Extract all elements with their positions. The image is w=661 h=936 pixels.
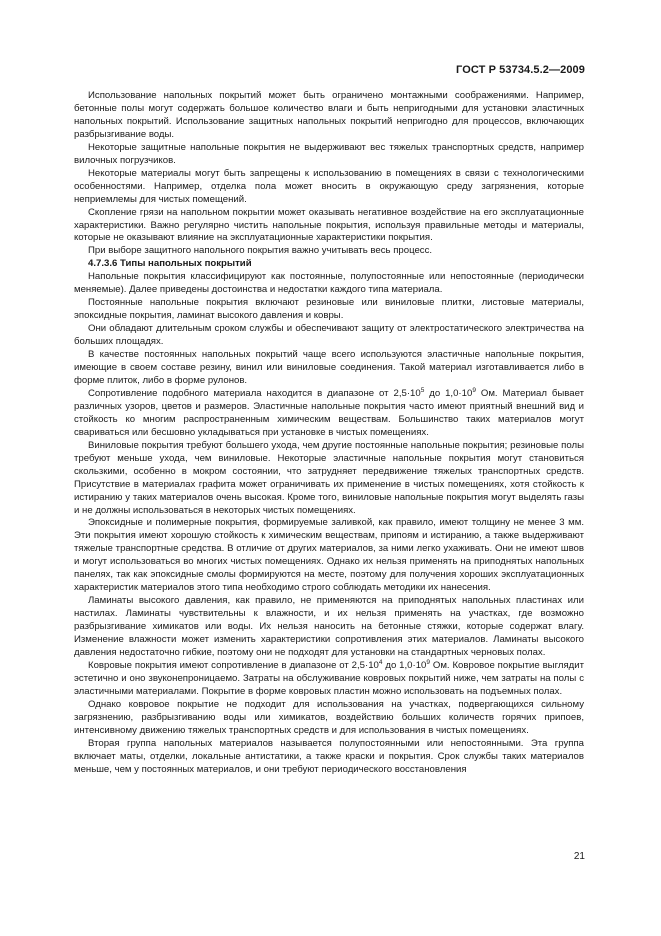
exponent: 4 [378,658,383,666]
section-title: Типы напольных покрытий [120,258,252,270]
section-heading [74,258,584,271]
paragraph: Скопление грязи на напольном покрытии может оказывать негативное воздействие на его эксплуатационные характеристики. Важно регулярно чистить напольные покрытия, используя правильные методы и материалы, которые не оказывают влияние на эксплуатационные характеристики покрытия. [74,206,584,244]
paragraph: Однако ковровое покрытие не подходит для использования на участках, подвергающихся сильному загрязнению, разбрызгиванию воды или химикатов, воздействию больших количеств горячих припоев, интенсивному движению тяжелых транспортных средств и для использования в чистых помещениях. [74,698,584,736]
paragraph: Виниловые покрытия требуют большего ухода, чем другие постоянные напольные покрытия; резиновые полы требуют меньше ухода, чем виниловые. Некоторые эластичные напольные покрытия могут становиться скользкими, особенно в мокром состоянии, что затрудняет передвижение тяжелых транспортных средств. Присутствие в материалах графита может ограничивать их применение в чистых помещениях, хотя стойкость к истиранию у таких материалов очень высокая. Кроме того, виниловые напольные покрытия могут выделять газы и не должны использоваться в некоторых чистых помещениях. [74,439,584,516]
exponent: 5 [420,386,425,394]
page-number: 21 [573,851,585,862]
exponent: 9 [426,658,431,666]
paragraph: Использование напольных покрытий может быть ограничено монтажными соображениями. Например, бетонные полы могут содержать большое количество влаги и быть непригодными для установки эластичных напольных покрытий. Использование защитных напольных покрытий непригодно для процессов, включающих разбрызгивание воды. [74,90,584,140]
text-run: Ом. Ковровое покрытие выглядит эстетично и оно звуконепроницаемо. Затраты на обслуживание ковровых покрытий ниже, чем затраты на полы с эластичными материалами. Покрытие в форме ковровых пластин можно использовать на подъемных полах. [74,659,585,697]
text-run: до 1,0·10 [424,387,473,399]
paragraph: Эпоксидные и полимерные покрытия, формируемые заливкой, как правило, имеют толщину не менее 3 мм. Эти покрытия имеют хорошую стойкость к химическим веществам, припоям и истиранию, а также выдерживают тяжелые транспортные средства. В отличие от других материалов, за ними легко ухаживать. Они не имеют швов и могут использоваться во многих чистых помещениях. Однако их нельзя применять на приподнятых напольных панелях, так как эпоксидные смолы формируются на месте, поэтому для получения хороших эксплуатационных характеристик материалов этого типа необходимо строго соблюдать методики их нанесения. [74,517,584,594]
body-text [74,90,584,777]
standard-header: ГОСТ Р 53734.5.2—2009 [456,64,585,76]
paragraph: Некоторые защитные напольные покрытия не выдерживают вес тяжелых транспортных средств, например вилочных погрузчиков. [74,141,584,166]
paragraph-resistance-carpet [74,660,584,699]
section-number: 4.7.3.6 [88,258,118,270]
exponent: 9 [472,386,476,394]
paragraph: Некоторые материалы могут быть запрещены к использованию в помещениях в связи с технологическими особенностями. Например, отделка пола может вносить в окружающую среду загрязнения, которые неприемлемы для чистых помещений. [74,167,584,205]
text-run: Сопротивление подобного материала находится в диапазоне от 2,5·10 [88,387,421,399]
paragraph-resistance-material [74,388,584,440]
text-run: до 1,0·10 [382,659,427,671]
paragraph: Ламинаты высокого давления, как правило, не применяются на приподнятых напольных пластинах или настилах. Ламинаты чувствительны к влажности, и их нельзя применять на участках, где возможно разбрызгивание химикатов или воды. Их нельзя наносить на бетонные стяжки, которые содержат влагу. Изменение влажности может изменить характеристики сопротивления этих материалов. Ламинаты высокого давления недостаточно гибкие, поэтому они не подходят для установки на стандартных черновых полах. [74,595,584,658]
paragraph: В качестве постоянных напольных покрытий чаще всего используются эластичные напольные покрытия, имеющие в своем составе резину, винил или виниловые соединения. Такой материал изготавливается либо в форме плиток, либо в форме рулонов. [74,349,584,386]
paragraph: Они обладают длительным сроком службы и обеспечивают защиту от электростатического электричества на больших площадях. [74,323,584,348]
paragraph: При выборе защитного напольного покрытия важно учитывать весь процесс. [88,245,433,257]
paragraph: Постоянные напольные покрытия включают резиновые или виниловые плитки, листовые материалы, эпоксидные покрытия, ламинат высокого давления и ковры. [74,297,584,322]
text-run: Ковровые покрытия имеют сопротивление в диапазоне от 2,5·10 [88,659,379,671]
paragraph: Напольные покрытия классифицируют как постоянные, полупостоянные или непостоянные (периодически меняемые). Далее приведены достоинства и недостатки каждого типа материала. [74,271,584,296]
paragraph: Вторая группа напольных материалов называется полупостоянными или непостоянными. Эта группа включает маты, отделки, локальные антистатики, а также краски и покрытия. Срок службы таких материалов меньше, чем у постоянных материалов, и они требуют периодического восстановления [74,737,584,775]
text-run: Ом. Материал бывает различных узоров, цветов и размеров. Эластичные напольные покрытия часто имеют приятный внешний вид и стойкость ко многим распространенным химическим веществам. Большинство таких материалов могут свариваться или бесшовно укладываться при установке в чистых помещениях. [74,387,585,438]
